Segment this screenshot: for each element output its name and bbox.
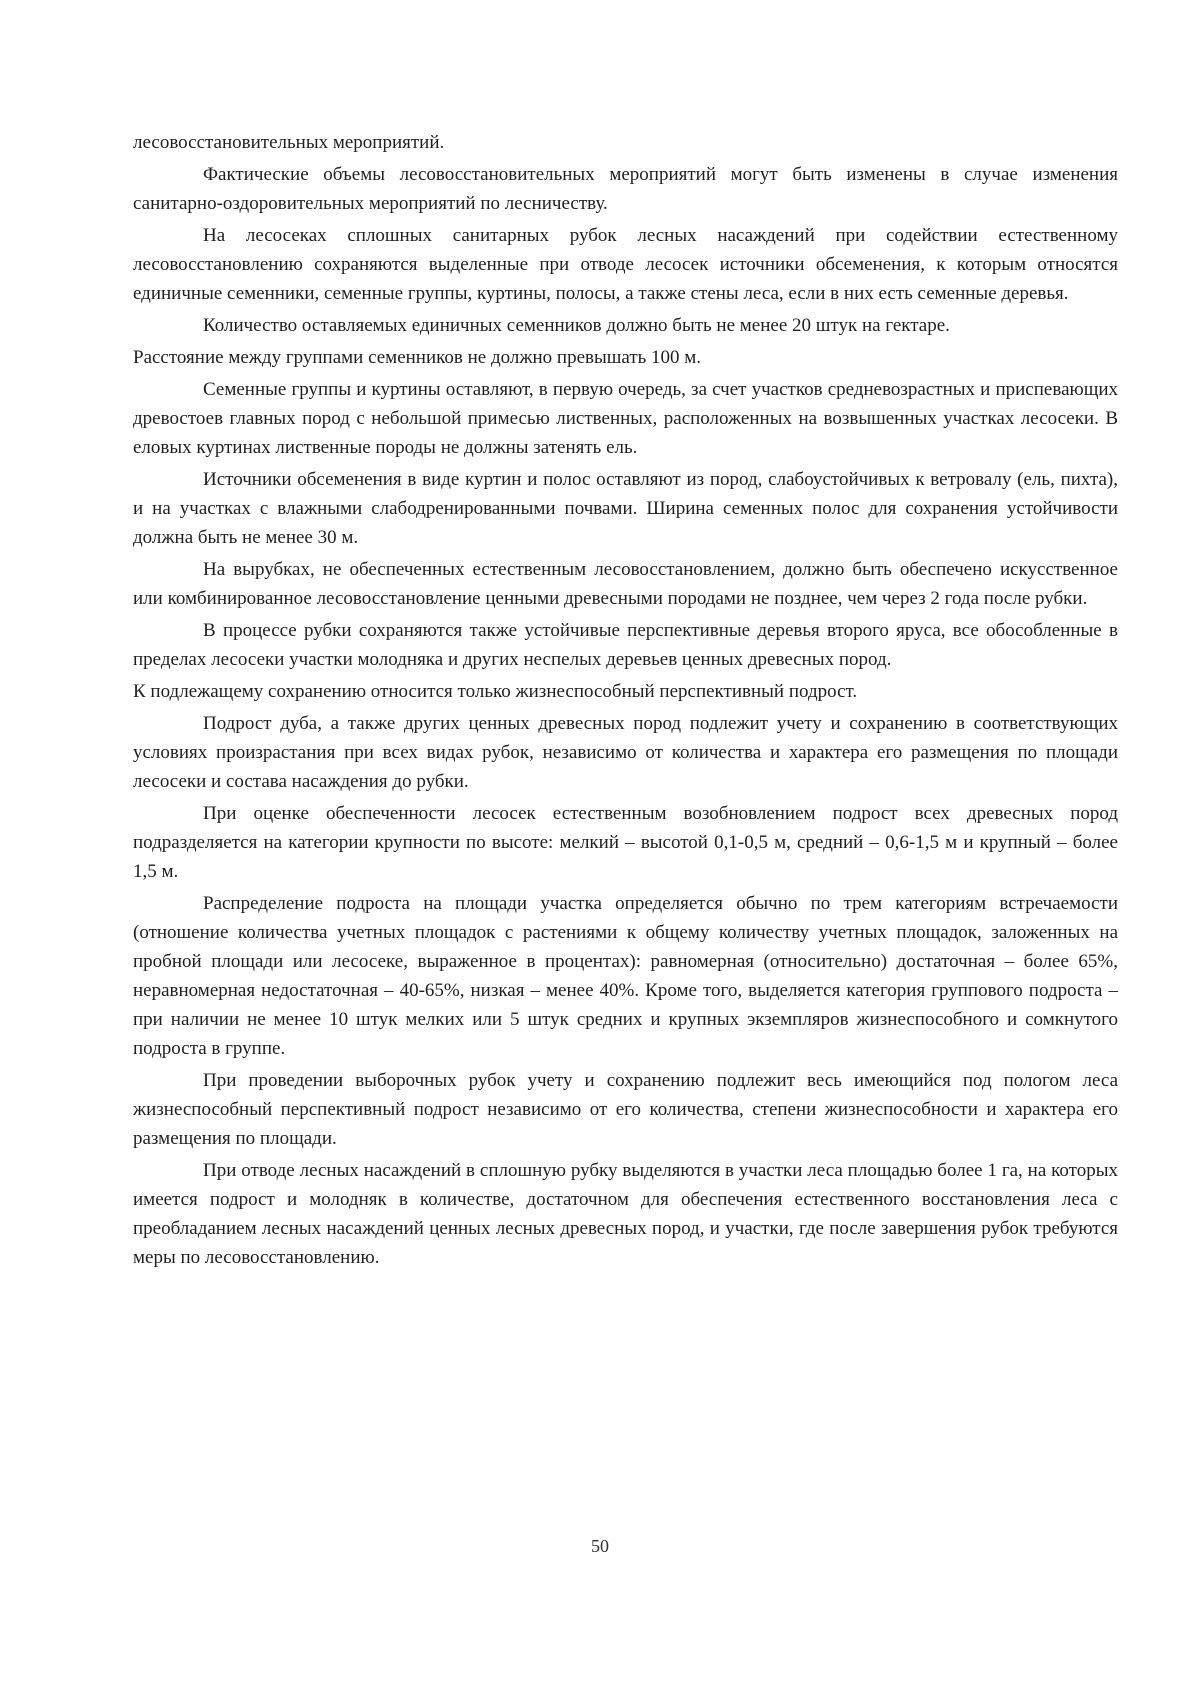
paragraph-10: К подлежащему сохранению относится только жизнеспособный перспективный подрост. [133,681,858,702]
paragraph-9: В процессе рубки сохраняются также устойчивые перспективные деревья второго яруса, все обособленные в пределах лесосеки участки молодняка и других неспелых деревьев ценных древесных пород. [133,620,1118,670]
paragraph-13: Распределение подроста на площади участка определяется обычно по трем категориям встречаемости (отношение количества учетных площадок с растениями к общему количеству учетных площадок, заложенных на пробной площади или лесосеке, выраженное в процентах): равномерная (относительно) достаточная – более 65%, неравномерная недостаточная – 40-65%, низкая – менее 40%. Кроме того, выделяется категория группового подроста – при наличии не менее 10 штук мелких или 5 штук средних и крупных экземпляров жизнеспособного и сомкнутого подроста в группе. [133,893,1118,1059]
paragraph-2: Фактические объемы лесовосстановительных мероприятий могут быть изменены в случае изменения санитарно-оздоровительных мероприятий по лесничеству. [133,164,1118,214]
paragraph-12: При оценке обеспеченности лесосек естественным возобновлением подрост всех древесных пород подразделяется на категории крупности по высоте: мелкий – высотой 0,1-0,5 м, средний – 0,6-1,5 м и крупный – более 1,5 м. [133,803,1118,882]
paragraph-11: Подрост дуба, а также других ценных древесных пород подлежит учету и сохранению в соответствующих условиях произрастания при всех видах рубок, независимо от количества и характера его размещения по площади лесосеки и состава насаждения до рубки. [133,713,1118,792]
paragraph-3: На лесосеках сплошных санитарных рубок лесных насаждений при содействии естественному лесовосстановлению сохраняются выделенные при отводе лесосек источники обсеменения, к которым относятся единичные семенники, семенные группы, куртины, полосы, а также стены леса, если в них есть семенные деревья. [133,225,1118,304]
paragraph-5: Расстояние между группами семенников не должно превышать 100 м. [133,347,702,368]
paragraph-4: Количество оставляемых единичных семенников должно быть не менее 20 штук на гектаре. [203,315,950,336]
page-number: 50 [591,1536,609,1556]
paragraph-1: лесовосстановительных мероприятий. [133,132,445,153]
paragraph-6: Семенные группы и куртины оставляют, в первую очередь, за счет участков средневозрастных и приспевающих древостоев главных пород с небольшой примесью лиственных, расположенных на возвышенных участках лесосеки. В еловых куртинах лиственные породы не должны затенять ель. [133,379,1118,458]
paragraph-14: При проведении выборочных рубок учету и сохранению подлежит весь имеющийся под пологом леса жизнеспособный перспективный подрост независимо от его количества, степени жизнеспособности и характера его размещения по площади. [133,1070,1118,1149]
paragraph-15: При отводе лесных насаждений в сплошную рубку выделяются в участки леса площадью более 1 га, на которых имеется подрост и молодняк в количестве, достаточном для обеспечения естественного восстановления леса с преобладанием лесных насаждений ценных лесных древесных пород, и участки, где после завершения рубок требуются меры по лесовосстановлению. [133,1160,1118,1268]
paragraph-7: Источники обсеменения в виде куртин и полос оставляют из пород, слабоустойчивых к ветровалу (ель, пихта), и на участках с влажными слабодренированными почвами. Ширина семенных полос для сохранения устойчивости должна быть не менее 30 м. [133,469,1118,548]
paragraph-8: На вырубках, не обеспеченных естественным лесовосстановлением, должно быть обеспечено искусственное или комбинированное лесовосстановление ценными древесными породами не позднее, чем через 2 года после рубки. [133,559,1118,609]
document-body [133,128,1118,1275]
